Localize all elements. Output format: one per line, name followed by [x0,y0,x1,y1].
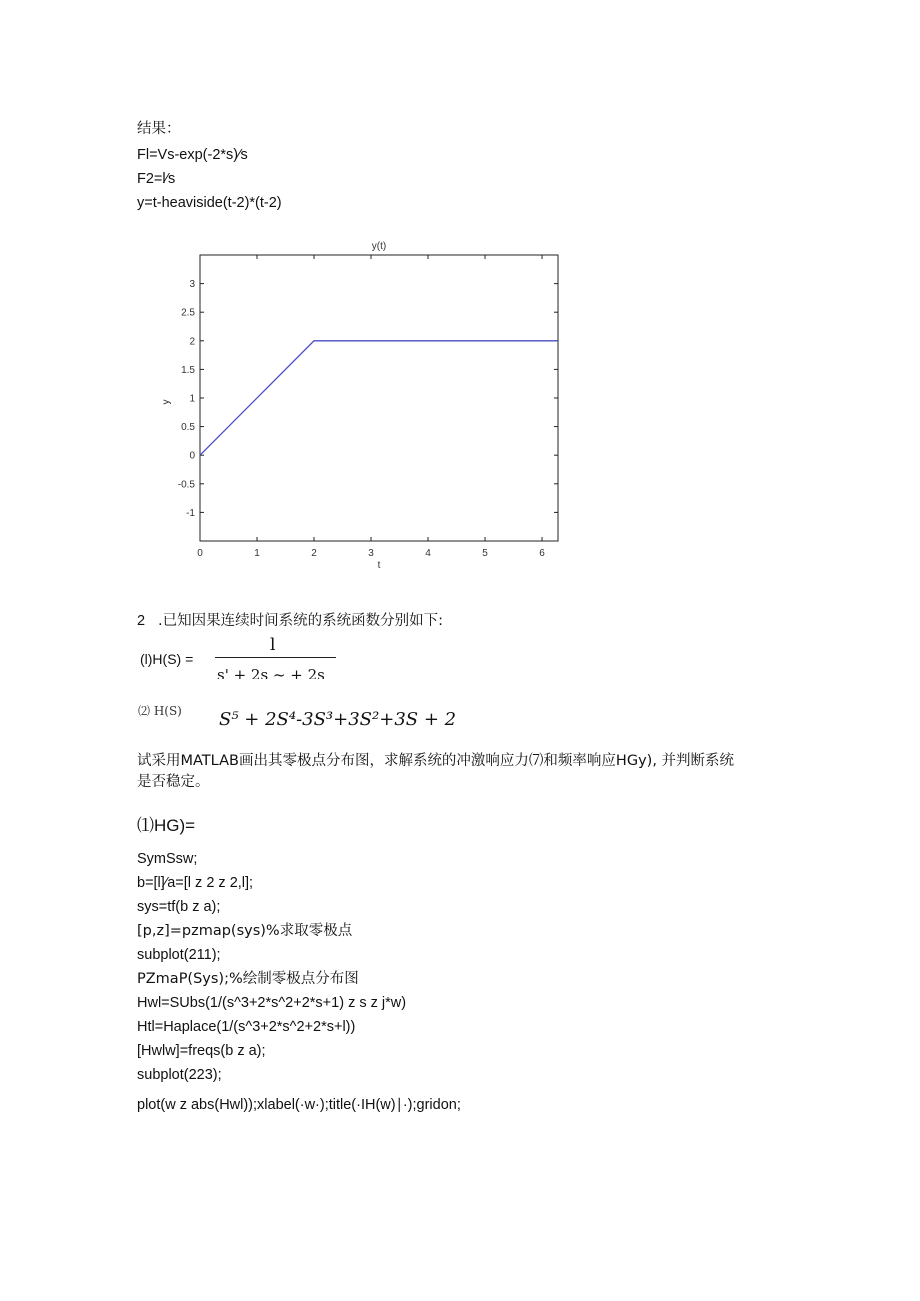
yt-plot [150,232,570,577]
code-line: SymSsw; [137,851,198,867]
result-heading: 结果： [137,121,181,137]
code-line: [p,z]=pzmap(sys)%求取零极点 [137,923,353,939]
code-line: sys=tf(b z a); [137,899,221,915]
plot-ylabel: y [161,399,172,405]
code-line: subplot(211); [137,947,221,963]
y-tick-label: 0 [189,450,195,462]
part1-heading: ⑴HG)= [137,816,196,835]
x-tick-label: 3 [368,548,374,559]
code-line: subplot(223); [137,1067,222,1083]
eq1-denominator-clip [215,660,345,679]
q2-text: .已知因果连续时间系统的系统函数分别如下: [158,613,443,629]
code-line: plot(w z abs(Hwl));xlabel(·w·);title(·IH(w)∣·);gridon; [137,1097,461,1113]
eq1-label: (l)H(S) = [140,651,194,667]
result-y: y=t-heaviside(t-2)*(t-2) [137,195,282,211]
plot-axes-box [200,255,558,541]
x-tick-label: 0 [197,548,203,559]
eq1-fraction-bar [215,657,336,658]
plot-title: y(t) [371,241,387,252]
y-tick-label: 0.5 [181,422,195,434]
y-tick-label: -1 [186,507,195,519]
y-tick-label: 1.5 [181,364,195,376]
eq1-denominator: s' + 2s ~ + 2s [217,666,325,679]
y-tick-label: -0.5 [177,479,195,491]
q2-number: 2 [137,613,146,629]
y-tick-label: 1 [189,393,195,405]
q2-instruction-line2: 是否稳定。 [137,774,210,790]
eq1-numerator: l [270,635,276,655]
q2-instruction-line1: 试采用MATLAB画出其零极点分布图，求解系统的冲激响应力⑺和频率响应HGy), 并判断系统 [137,753,735,769]
result-f1: Fl=Vs-exp(-2*s)∕s [137,147,248,163]
x-tick-label: 1 [254,548,260,559]
x-tick-label: 2 [311,548,317,559]
code-line: PZmaP(Sys);%绘制零极点分布图 [137,971,359,987]
result-f2: F2=l∕s [137,171,176,187]
yt-plot-svg [150,232,570,577]
x-tick-label: 6 [539,548,545,559]
code-line: Htl=Haplace(1/(s^3+2*s^2+2*s+l)) [137,1019,356,1035]
eq2-expression: S⁵ + 2S⁴-3S³+3S²+3S + 2 [219,709,457,730]
eq2-label: ⑵ H(S) [138,704,182,718]
y-tick-label: 3 [189,279,195,291]
code-line: Hwl=SUbs(1/(s^3+2*s^2+2*s+1) z s z j*w) [137,995,407,1011]
y-tick-label: 2.5 [181,307,195,319]
plot-xlabel: t [377,560,381,571]
code-line: [Hwlw]=freqs(b z a); [137,1043,266,1059]
y-tick-label: 2 [189,336,195,348]
code-line: b=[l]∕a=[l z 2 z 2,l]; [137,875,254,891]
x-tick-label: 4 [425,548,431,559]
x-tick-label: 5 [482,548,488,559]
